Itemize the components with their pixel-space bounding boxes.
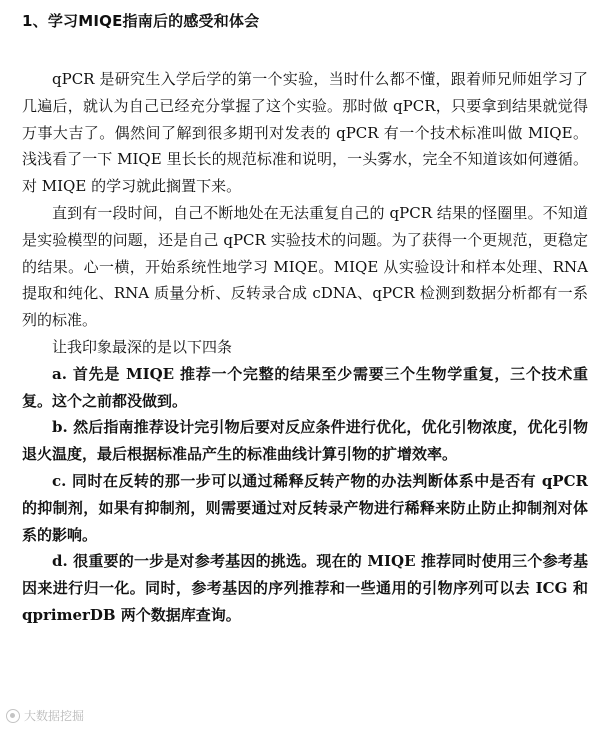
list-item: a. 首先是 MIQE 推荐一个完整的结果至少需要三个生物学重复，三个技术重复。这个之前都没做到。 bbox=[22, 364, 588, 410]
section-heading: 1、学习MIQE指南后的感受和体会 bbox=[22, 12, 260, 30]
paragraph: 让我印象最深的是以下四条 bbox=[52, 337, 233, 356]
document-body bbox=[22, 66, 588, 629]
paragraph: qPCR 是研究生入学后学的第一个实验，当时什么都不懂，跟着师兄师姐学习了几遍后，就认为自己已经充分掌握了这个实验。那时做 qPCR，只要拿到结果就觉得万事大吉了。偶然间了解到很多期刊对发表的 qPCR 有一个技术标准叫做 MIQE。浅浅看了一下 MIQE 里长长的规范标准和说明，一头雾水，完全不知道该如何遵循。对 MIQE 的学习就此搁置下来。 bbox=[22, 70, 588, 196]
list-item: c. 同时在反转的那一步可以通过稀释反转产物的办法判断体系中是否有 qPCR 的抑制剂，如果有抑制剂，则需要通过对反转录产物进行稀释来防止防止抑制剂对体系的影响。 bbox=[22, 471, 588, 544]
paragraph: 直到有一段时间，自己不断地处在无法重复自己的 qPCR 结果的怪圈里。不知道是实验模型的问题，还是自己 qPCR 实验技术的问题。为了获得一个更规范，更稳定的结果。心一横，开始系统性地学习 MIQE。MIQE 从实验设计和样本处理、RNA 提取和纯化、RNA 质量分析、反转录合成 cDNA、qPCR 检测到数据分析都有一系列的标准。 bbox=[22, 203, 588, 330]
watermark bbox=[6, 707, 84, 724]
watermark-text: 大数据挖掘 bbox=[24, 709, 85, 723]
watermark-logo-icon bbox=[6, 709, 20, 723]
list-item: d. 很重要的一步是对参考基因的挑选。现在的 MIQE 推荐同时使用三个参考基因来进行归一化。同时，参考基因的序列推荐和一些通用的引物序列可以去 ICG 和 qprimerDB 两个数据库查询。 bbox=[22, 552, 588, 624]
list-item: b. 然后指南推荐设计完引物后要对反应条件进行优化，优化引物浓度，优化引物退火温度，最后根据标准品产生的标准曲线计算引物的扩增效率。 bbox=[22, 418, 588, 464]
